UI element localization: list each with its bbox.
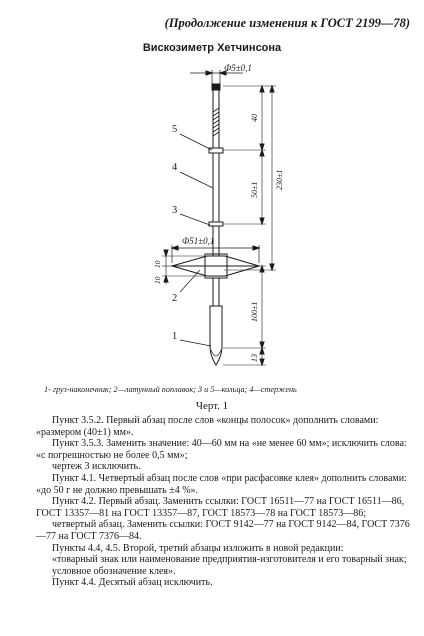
- dim-10-lower: 10: [153, 276, 162, 284]
- label-2: 2: [172, 293, 178, 304]
- amendment-text: [36, 415, 416, 589]
- paragraph: четвертый абзац. Заменить ссылки: ГОСТ 9142—77 на ГОСТ 9142—84, ГОСТ 7376—77 на ГОСТ 7376—84.: [36, 519, 410, 542]
- paragraph: «товарный знак или наименование предприятия-изготовителя и его товарный знак;: [52, 554, 407, 566]
- label-3: 3: [172, 205, 178, 216]
- dim-100: 100±1: [250, 301, 259, 322]
- paragraph: чертеж 3 исключить.: [52, 461, 141, 473]
- paragraph: Пункт 4.1. Четвертый абзац после слов «при расфасовке клея» дополнить словами: «до 50 г не должно превышать ±4 %».: [36, 472, 407, 496]
- dim-50: 50±1: [250, 181, 259, 198]
- viscometer-drawing: [0, 55, 424, 385]
- dim-230: 230±1: [275, 169, 284, 190]
- figure-caption: 1- груз-наконечник; 2—латунный поплавок; 3 и 5—кольца; 4—стержень: [44, 385, 297, 394]
- continuation-header: (Продолжение изменения к ГОСТ 2199—78): [164, 16, 410, 30]
- label-1: 1: [172, 331, 178, 342]
- dim-float-diameter: Ф51±0,1: [182, 236, 215, 246]
- paragraph: Пункт 4.2. Первый абзац. Заменить ссылки: ГОСТ 16511—77 на ГОСТ 16511—86, ГОСТ 13357—81 на ГОСТ 13357—87, ГОСТ 18573—78 на ГОСТ 18573—86;: [36, 496, 405, 519]
- paragraph: Пункты 4.4, 4.5. Второй, третий абзацы изложить в новой редакции:: [52, 542, 344, 554]
- dim-40: 40: [250, 114, 259, 122]
- dim-stem-diameter: Ф5±0,1: [224, 63, 252, 73]
- paragraph: условное обозначение клея».: [52, 565, 176, 577]
- dim-10-upper: 10: [153, 260, 162, 268]
- paragraph: Пункт 4.4. Десятый абзац исключить.: [52, 577, 213, 589]
- dim-13: 13: [250, 354, 259, 362]
- label-5: 5: [172, 124, 178, 135]
- label-4: 4: [172, 162, 178, 173]
- paragraph: Пункт 3.5.3. Заменить значение: 40—60 мм на «не менее 60 мм»; исключить слова: «с погрешностью не более 0,5 мм»;: [36, 438, 407, 461]
- figure-title: Вискозиметр Хетчинсона: [142, 42, 282, 54]
- paragraph: Пункт 3.5.2. Первый абзац после слов «концы полосок» дополнить словами: «размером (40±1) мм».: [36, 415, 379, 438]
- figure-number: Черт. 1: [195, 400, 229, 412]
